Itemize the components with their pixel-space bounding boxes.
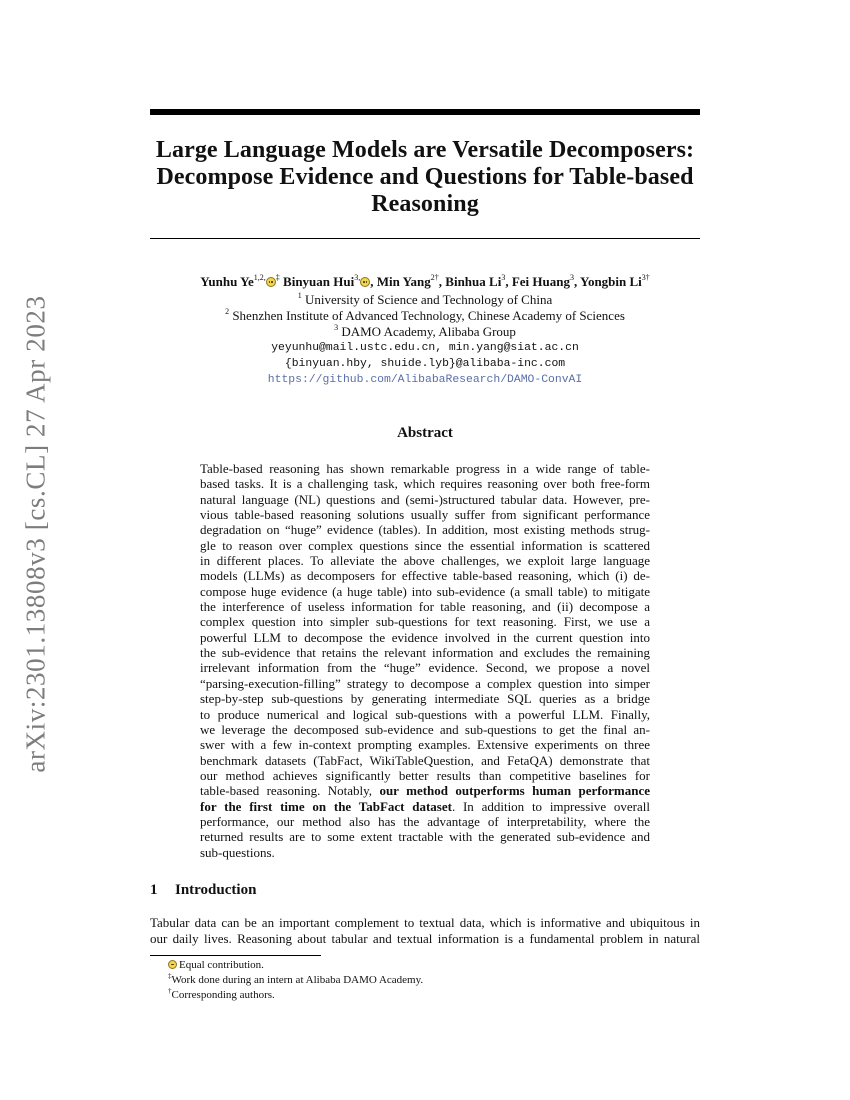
equal-contribution-icon <box>266 277 276 287</box>
abstract-line: gle to reason over complex questions since the essential information is scattered <box>200 537 650 553</box>
author-3-superscript: 2† <box>430 273 439 282</box>
abstract-line: to produce numerical and logical sub-questions with a powerful LLM. Finally, <box>200 706 650 722</box>
arxiv-stamp: arXiv:2301.13808v3 [cs.CL] 27 Apr 2023 <box>20 295 51 773</box>
abstract-line: compose huge evidence (a huge table) into sub-evidence (a small table) to mitigate <box>200 583 650 599</box>
author-3: Min Yang <box>376 274 431 289</box>
equal-contribution-icon <box>360 277 370 287</box>
author-2-superscript: 3, <box>354 273 361 282</box>
abstract-line: Table-based reasoning has shown remarkable progress in a wide range of table- <box>200 461 650 476</box>
abstract-line: complex question into simpler sub-questions for text reasoning. First, we use a <box>200 614 650 630</box>
affiliation-2-text: Shenzhen Institute of Advanced Technology, Chinese Academy of Sciences <box>232 308 625 323</box>
author-6: Yongbin Li <box>580 274 642 289</box>
title-line-3: Reasoning <box>371 191 479 217</box>
footnote-corresponding <box>168 988 668 1003</box>
affiliation-1 <box>150 292 700 308</box>
abstract-line: performance, our method also has the advantage of interpretability, where the <box>200 813 650 829</box>
abstract-line: degradation on “huge” evidence (tables). In addition, most existing methods strug- <box>200 522 650 538</box>
footnotes <box>168 958 668 1003</box>
affiliations-block <box>150 292 700 388</box>
author-1-superscript: 1,2, <box>253 273 266 282</box>
footnote-intern-text: Work done during an intern at Alibaba DAMO Academy. <box>171 974 424 986</box>
abstract-line-notably <box>200 783 650 798</box>
abstract-line: irrelevant information from the “huge” evidence. Second, we propose a novel <box>200 660 650 676</box>
abstract-line: powerful LLM to decompose the evidence involved in the current question into <box>200 629 650 645</box>
author-3-mark: , <box>438 274 443 289</box>
abstract-line: vious table-based reasoning solutions usually suffer from significant performance <box>200 507 650 523</box>
affiliation-3-text: DAMO Academy, Alibaba Group <box>341 324 516 339</box>
affiliation-1-superscript: 1 <box>297 291 302 300</box>
abstract-line: our method achieves significantly better results than competitive baselines for <box>200 767 650 783</box>
author-6-superscript: 3† <box>641 273 650 282</box>
abstract-highlight-continued: for the first time on the TabFact dataset <box>200 798 452 814</box>
author-5-superscript: 3 <box>569 273 574 282</box>
title-line-2: Decompose Evidence and Questions for Table-based <box>156 164 694 190</box>
affiliation-3-superscript: 3 <box>334 323 339 332</box>
author-5: Fei Huang <box>511 274 570 289</box>
abstract-first-time-suffix: . In addition to impressive overall <box>451 798 650 814</box>
author-1: Yunhu Ye <box>200 274 254 289</box>
abstract-line: swer with a few in-context prompting examples. Extensive experiments on three <box>200 737 650 753</box>
top-rule <box>150 109 700 115</box>
introduction-heading <box>150 881 700 899</box>
abstract-line: step-by-step sub-questions by generating intermediate SQL queries as a bridge <box>200 691 650 707</box>
author-4: Binhua Li <box>445 274 502 289</box>
paper-title <box>150 137 700 218</box>
affiliation-1-text: University of Science and Technology of China <box>305 292 553 307</box>
abstract-line: the sub-evidence that retains the relevant information and excludes the remaining <box>200 645 650 661</box>
footnote-corresponding-text: Corresponding authors. <box>171 989 275 1001</box>
email-line-1: yeyunhu@mail.ustc.edu.cn, min.yang@siat.ac.cn <box>271 342 579 354</box>
abstract-line: natural language (NL) questions and (semi-)structured tabular data. However, pre- <box>200 491 650 507</box>
equal-contribution-icon <box>168 960 177 969</box>
author-list: Yunhu $Ye^{1,2,}$ ‡ Binyuan Hui$^{3,}$ , Min Yang$^{2\dagger}$, Binhua Li$^3$, Fei Huang$^3$, Yongbin $Li^{3\dagger}$ <box>200 273 650 289</box>
introduction-body <box>150 915 700 947</box>
abstract-line: returned results are to some extent tractable with the generated sub-evidence and <box>200 829 650 845</box>
abstract-line-first-time <box>200 799 650 814</box>
author-2: Binyuan Hui <box>283 274 355 289</box>
footnote-intern-mark: ‡ <box>168 972 172 980</box>
affiliation-3 <box>150 324 700 340</box>
affiliation-2 <box>150 308 700 324</box>
abstract-line: we leverage the decomposed sub-evidence and sub-questions to get the final an- <box>200 721 650 737</box>
abstract-body <box>200 461 650 860</box>
abstract-line: in different places. To alleviate the above challenges, we exploit large language <box>200 553 650 569</box>
abstract-notably-prefix: table-based reasoning. Notably, <box>200 783 380 799</box>
affiliation-2-superscript: 2 <box>225 307 230 316</box>
section-title-text: Introduction <box>175 882 257 898</box>
abstract-line: the interference of useless information for table reasoning, and (ii) decompose a <box>200 599 650 615</box>
author-1-mark: ‡ <box>275 273 280 282</box>
introduction-line: Tabular data can be an important complement to textual data, which is informative and ubiquitous in <box>150 915 700 930</box>
abstract-line: based tasks. It is a challenging task, which requires reasoning over both free-form <box>200 476 650 492</box>
introduction-line: our daily lives. Reasoning about tabular and textual information is a fundamental problem in natural <box>150 931 700 946</box>
abstract-line: benchmark datasets (TabFact, WikiTableQuestion, and FetaQA) demonstrate that <box>200 752 650 768</box>
footnote-corresponding-mark: † <box>168 987 172 995</box>
section-number: 1 <box>150 882 158 898</box>
title-rule <box>150 238 700 239</box>
email-line-2: {binyuan.hby, shuide.lyb}@alibaba-inc.com <box>284 358 566 370</box>
author-4-superscript: 3 <box>501 273 506 282</box>
abstract-line: models (LLMs) as decomposers for effective table-based reasoning, which (i) de- <box>200 568 650 584</box>
repository-link[interactable]: https://github.com/AlibabaResearch/DAMO-ConvAI <box>267 374 583 386</box>
footnote-equal-contribution <box>168 958 668 973</box>
abstract-line: “parsing-execution-filling” strategy to decompose a complex question into simper <box>200 675 650 691</box>
title-line-1: Large Language Models are Versatile Decomposers: <box>155 137 695 163</box>
footnote-rule <box>150 955 321 956</box>
abstract-highlight: our method outperforms human performance <box>379 783 650 799</box>
footnote-equal-text: Equal contribution. <box>179 959 264 971</box>
footnote-intern <box>168 973 668 988</box>
abstract-heading: Abstract <box>397 425 453 441</box>
abstract-line: sub-questions. <box>200 844 275 860</box>
